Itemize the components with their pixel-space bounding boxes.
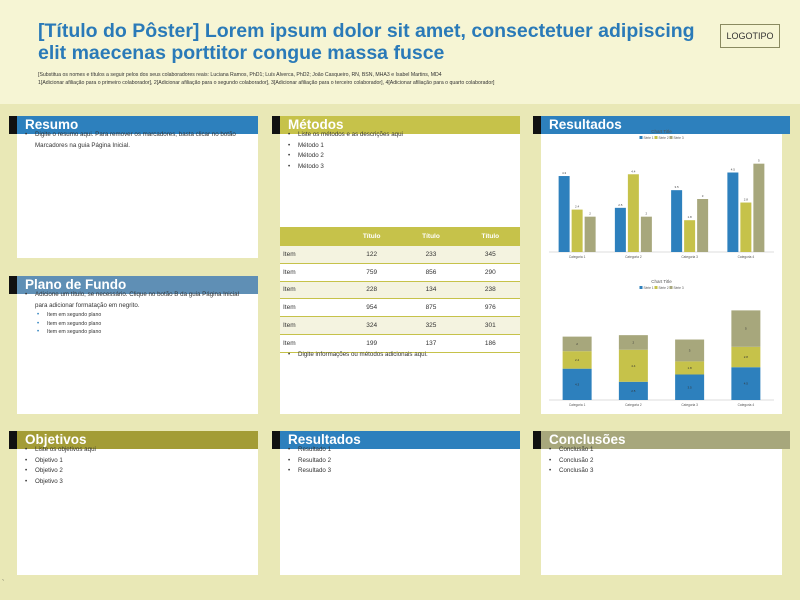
heading-resultados-graficos: Resultados [533, 116, 790, 134]
table-row [280, 263, 520, 281]
resumo-list [25, 130, 253, 151]
data-label: 3.5 [674, 185, 679, 190]
data-label: 3 [688, 348, 691, 353]
legend-label: Série 3 [673, 286, 684, 290]
table-header-row [280, 227, 520, 246]
tick-label: Categoria 3 [681, 255, 698, 259]
panel-resultados-meio [280, 433, 520, 575]
tick-label: Categoria 2 [625, 255, 642, 259]
sub-list-item: • Item em segundo plano [25, 320, 253, 329]
list-item: • Adicione um título, se necessário. Clique no botão B da guia Página Inicial para adicionar formatação em negrito. [25, 290, 253, 311]
table-cell: 976 [461, 299, 520, 317]
resultados-list [288, 445, 514, 477]
table-cell: 199 [342, 334, 401, 352]
conclusoes-list [549, 445, 775, 477]
poster-footer [0, 584, 800, 600]
table-header-cell [280, 227, 342, 246]
bar [559, 176, 570, 252]
table-cell: 301 [461, 317, 520, 335]
table-cell: 290 [461, 263, 520, 281]
list-item: • Conclusão 2 [549, 456, 775, 467]
list-item: • Resultado 1 [288, 445, 514, 456]
sub-list-item: • Item em segundo plano [25, 328, 253, 337]
list-item: • Conclusão 1 [549, 445, 775, 456]
bar [684, 220, 695, 252]
table-cell: Item [280, 299, 342, 317]
data-label: 2.8 [743, 355, 748, 360]
table-row [280, 299, 520, 317]
data-label: 2 [645, 211, 648, 216]
bar [697, 199, 708, 252]
bar [727, 173, 738, 253]
panel-resultados-graficos [541, 118, 782, 414]
data-label: 3 [701, 194, 704, 198]
data-label: 2.8 [743, 197, 748, 202]
data-label: 5 [758, 158, 760, 163]
list-item: • Objetivo 2 [25, 466, 253, 477]
heading-metodos: Métodos [272, 116, 520, 134]
table-cell: 954 [342, 299, 401, 317]
legend-swatch [640, 136, 643, 139]
metodos-extra-list [288, 350, 514, 361]
table-cell: Item [280, 246, 342, 263]
panel-resumo [17, 118, 258, 258]
metodos-list [288, 130, 514, 172]
legend-label: Série 2 [658, 136, 669, 140]
heading-objetivos: Objetivos [9, 431, 258, 449]
table-cell: Item [280, 281, 342, 299]
heading-marker [9, 116, 17, 134]
heading-resumo: Resumo [9, 116, 258, 134]
table-cell: 324 [342, 317, 401, 335]
list-item: • Digite informações ou métodos adicionais aqui. [288, 350, 514, 361]
table-cell: 345 [461, 246, 520, 263]
table-cell: Item [280, 263, 342, 281]
table-row [280, 281, 520, 299]
data-label: 2 [589, 211, 591, 216]
table-cell: 233 [401, 246, 460, 263]
bar [628, 174, 639, 252]
table-row [280, 246, 520, 263]
tick-label: Categoria 3 [681, 403, 698, 407]
heading-marker [533, 431, 541, 449]
list-item: • Método 3 [288, 162, 514, 173]
legend-swatch [640, 286, 643, 289]
bar [615, 208, 626, 252]
data-label: 1.8 [687, 365, 692, 370]
panel-conclusoes [541, 433, 782, 575]
list-item: • Método 1 [288, 141, 514, 152]
heading-conclusoes: Conclusões [533, 431, 790, 449]
list-item: • Resultado 2 [288, 456, 514, 467]
heading-marker [533, 116, 541, 134]
poster-header [0, 0, 800, 104]
data-label: 4.3 [562, 171, 567, 176]
table-cell: 137 [401, 334, 460, 352]
heading-marker [9, 431, 17, 449]
table-row [280, 317, 520, 335]
panel-plano-de-fundo [17, 278, 258, 414]
legend-swatch [670, 286, 673, 289]
data-label: 4.4 [631, 169, 636, 174]
tick-label: Categoria 1 [568, 403, 586, 407]
data-label: 4.4 [631, 363, 636, 368]
data-label: 2.4 [575, 204, 580, 209]
legend-swatch [655, 136, 658, 139]
data-label: 2.5 [618, 202, 623, 207]
table-cell: 759 [342, 263, 401, 281]
tick-label: Categoria 1 [568, 255, 586, 259]
table-cell: Item [280, 334, 342, 352]
bar [641, 217, 652, 252]
table-cell: 134 [401, 281, 460, 299]
list-item: • Conclusão 3 [549, 466, 775, 477]
list-item: • Método 2 [288, 151, 514, 162]
table-cell: 238 [461, 281, 520, 299]
legend-swatch [655, 286, 658, 289]
heading-marker [272, 431, 280, 449]
clustered-bar-chart [541, 126, 782, 266]
panel-metodos [280, 118, 520, 414]
legend-label: Série 1 [643, 286, 654, 290]
data-label: 2.4 [575, 357, 580, 362]
objetivos-list [25, 445, 253, 487]
tick-label: Categoria 4 [737, 255, 755, 259]
legend-label: Série 3 [673, 136, 684, 140]
list-item: • Liste os métodos e as descrições aqui [288, 130, 514, 141]
list-item: • Digite o resumo aqui. Para remover os marcadores, basta clicar no botão Marcadores na guia Página Inicial. [25, 130, 253, 151]
bar [740, 203, 751, 252]
logo-placeholder[interactable]: LOGOTIPO [720, 24, 780, 48]
data-label: 4.5 [730, 167, 735, 172]
table-header-cell: Título [401, 227, 460, 246]
data-label: 2 [576, 341, 578, 346]
table-cell: 856 [401, 263, 460, 281]
data-label: 2 [632, 340, 635, 345]
heading-plano-de-fundo: Plano de Fundo [9, 276, 258, 294]
plano-list [25, 290, 253, 337]
list-item: • Liste os objetivos aqui [25, 445, 253, 456]
table-cell: 122 [342, 246, 401, 263]
legend-label: Série 1 [643, 136, 654, 140]
list-item: • Resultado 3 [288, 466, 514, 477]
heading-marker [9, 276, 17, 294]
table-cell: 228 [342, 281, 401, 299]
tick-label: Categoria 2 [625, 403, 642, 407]
methods-table [280, 227, 520, 353]
list-item: • Objetivo 1 [25, 456, 253, 467]
table-cell: 186 [461, 334, 520, 352]
heading-marker [272, 116, 280, 134]
footer-mark: ` [2, 580, 5, 587]
data-label: 4.3 [575, 382, 580, 387]
bar [585, 217, 596, 252]
sub-list-item: • Item em segundo plano [25, 311, 253, 320]
data-label: 3.5 [687, 385, 692, 390]
table-cell: Item [280, 317, 342, 335]
table-header-cell: Título [461, 227, 520, 246]
table-header-cell: Título [342, 227, 401, 246]
tick-label: Categoria 4 [737, 403, 755, 407]
bar [671, 190, 682, 252]
affiliations-line: 1[Adicionar afiliação para o primeiro colaborador], 2[Adicionar afiliação para o segundo colaborador], 3[Adicionar afiliação para o terceiro colaborador], 4[Adicionar afiliação para o quarto colaborador] [38, 79, 495, 86]
data-label: 1.8 [687, 215, 692, 220]
chart-title: Chart Title [651, 279, 672, 284]
table-cell: 325 [401, 317, 460, 335]
panel-objetivos [17, 433, 258, 575]
bar [753, 164, 764, 252]
authors-line: [Substitua os nomes e títulos a seguir pelos dos seus colaboradores reais: Luciana Ramos, PhD1; Luís Alverca, PhD2; João Casqueiro, RN, BSN, MHA3 e Isabel Martins, MD4 [38, 72, 442, 78]
data-label: 5 [745, 326, 747, 331]
legend-swatch [670, 136, 673, 139]
legend-label: Série 2 [658, 286, 669, 290]
data-label: 4.5 [743, 381, 748, 386]
table-cell: 875 [401, 299, 460, 317]
chart-title: Chart Title [651, 129, 672, 134]
authors-block [38, 72, 758, 87]
poster-title: [Título do Pôster] Lorem ipsum dolor sit amet, consectetuer adipiscing elit maecenas porttitor congue massa fusce [38, 20, 695, 64]
list-item: • Objetivo 3 [25, 477, 253, 488]
stacked-bar-chart [541, 276, 782, 414]
bar [572, 210, 583, 252]
heading-resultados: Resultados [272, 431, 520, 449]
data-label: 2.5 [631, 388, 636, 393]
